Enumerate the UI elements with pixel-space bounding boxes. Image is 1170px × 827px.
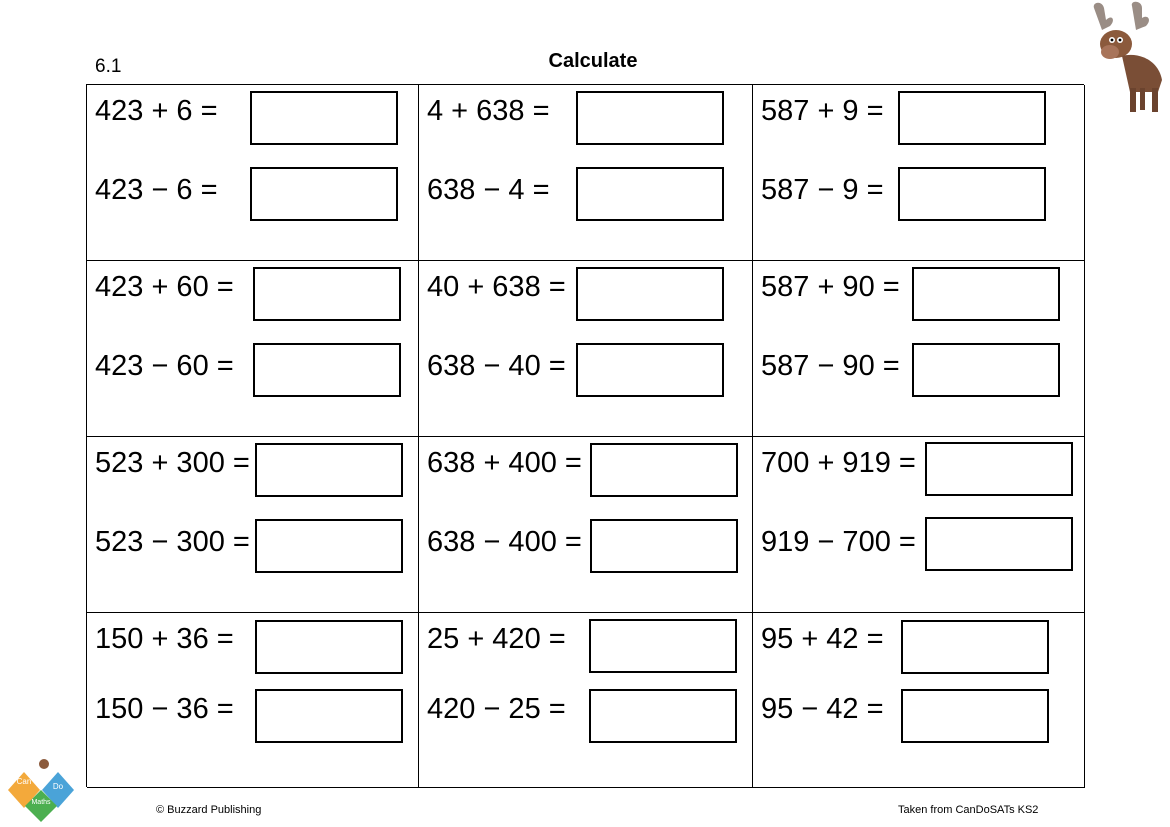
subtraction-expression: 587 − 90 = <box>761 350 900 382</box>
addition-expression: 150 + 36 = <box>95 623 234 655</box>
subtraction-expression: 150 − 36 = <box>95 693 234 725</box>
subtraction-expression: 423 − 60 = <box>95 350 234 382</box>
problem-cell <box>419 85 753 261</box>
problem-cell <box>753 437 1085 613</box>
answer-box[interactable] <box>590 519 738 573</box>
moose-mascot-icon <box>1082 0 1168 118</box>
problem-cell <box>419 261 753 437</box>
answer-box[interactable] <box>590 443 738 497</box>
answer-box[interactable] <box>255 443 403 497</box>
candomaths-logo-icon <box>6 756 78 822</box>
answer-box[interactable] <box>898 167 1046 221</box>
answer-box[interactable] <box>925 517 1073 571</box>
answer-box[interactable] <box>576 91 724 145</box>
answer-box[interactable] <box>912 343 1060 397</box>
addition-expression: 25 + 420 = <box>427 623 566 655</box>
page-title: Calculate <box>548 50 638 72</box>
answer-box[interactable] <box>589 619 737 673</box>
addition-expression: 638 + 400 = <box>427 447 582 479</box>
problem-cell <box>87 437 419 613</box>
subtraction-expression: 919 − 700 = <box>761 526 916 558</box>
addition-expression: 423 + 60 = <box>95 271 234 303</box>
answer-box[interactable] <box>255 519 403 573</box>
addition-expression: 40 + 638 = <box>427 271 566 303</box>
addition-expression: 587 + 9 = <box>761 95 884 127</box>
addition-expression: 4 + 638 = <box>427 95 550 127</box>
subtraction-expression: 523 − 300 = <box>95 526 250 558</box>
subtraction-expression: 638 − 40 = <box>427 350 566 382</box>
subtraction-expression: 638 − 400 = <box>427 526 582 558</box>
problem-cell <box>419 437 753 613</box>
answer-box[interactable] <box>576 267 724 321</box>
problem-cell <box>87 613 419 788</box>
answer-box[interactable] <box>250 167 398 221</box>
subtraction-expression: 95 − 42 = <box>761 693 884 725</box>
problem-cell <box>753 613 1085 788</box>
answer-box[interactable] <box>576 343 724 397</box>
problem-cell <box>87 261 419 437</box>
subtraction-expression: 587 − 9 = <box>761 174 884 206</box>
problem-cell <box>753 261 1085 437</box>
addition-expression: 423 + 6 = <box>95 95 218 127</box>
problem-cell <box>419 613 753 788</box>
problem-cell <box>87 85 419 261</box>
answer-box[interactable] <box>576 167 724 221</box>
answer-box[interactable] <box>898 91 1046 145</box>
subtraction-expression: 638 − 4 = <box>427 174 550 206</box>
answer-box[interactable] <box>253 267 401 321</box>
addition-expression: 95 + 42 = <box>761 623 884 655</box>
answer-box[interactable] <box>589 689 737 743</box>
subtraction-expression: 420 − 25 = <box>427 693 566 725</box>
subtraction-expression: 423 − 6 = <box>95 174 218 206</box>
problem-cell <box>753 85 1085 261</box>
answer-box[interactable] <box>925 442 1073 496</box>
answer-box[interactable] <box>255 689 403 743</box>
answer-box[interactable] <box>255 620 403 674</box>
addition-expression: 587 + 90 = <box>761 271 900 303</box>
logo-word: Do <box>52 782 64 791</box>
logo-word: Can <box>16 777 32 786</box>
copyright-text: © Buzzard Publishing <box>156 804 262 816</box>
answer-box[interactable] <box>250 91 398 145</box>
logo-word: Maths <box>31 799 51 806</box>
answer-box[interactable] <box>901 620 1049 674</box>
source-text: Taken from CanDoSATs KS2 <box>898 804 1039 816</box>
addition-expression: 700 + 919 = <box>761 447 916 479</box>
addition-expression: 523 + 300 = <box>95 447 250 479</box>
problem-grid <box>86 84 1084 787</box>
worksheet-code: 6.1 <box>95 56 122 77</box>
answer-box[interactable] <box>901 689 1049 743</box>
answer-box[interactable] <box>253 343 401 397</box>
answer-box[interactable] <box>912 267 1060 321</box>
